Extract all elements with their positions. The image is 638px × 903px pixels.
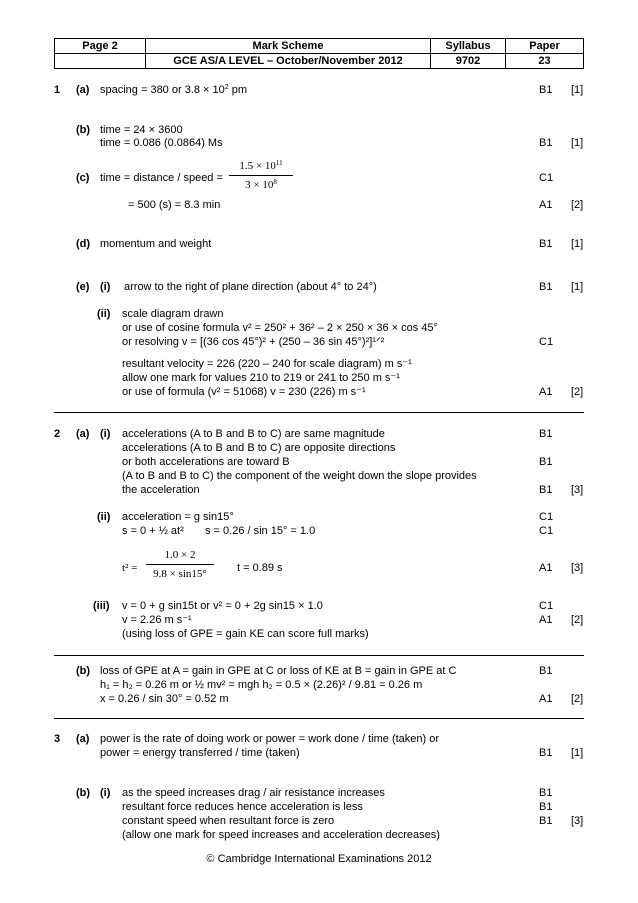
question-number: 3 [54, 733, 61, 745]
syllabus-label: Syllabus [431, 39, 506, 54]
mark-total: [3] [571, 562, 584, 574]
mark-code: C1 [539, 525, 554, 537]
part-label: (c) [76, 172, 90, 184]
paper-code: 23 [506, 54, 584, 69]
subpart-label: (ii) [97, 308, 111, 320]
mark-code: B1 [539, 484, 553, 496]
qualification: GCE AS/A LEVEL – October/November 2012 [146, 54, 431, 69]
syllabus-code: 9702 [431, 54, 506, 69]
part-label: (a) [76, 733, 90, 745]
mark-code: A1 [539, 386, 553, 398]
answer-text: or both accelerations are toward B [122, 456, 290, 468]
fraction-bar [146, 564, 214, 565]
answer-text: t² = [122, 562, 138, 574]
answer-text: accelerations (A to B and B to C) are opposite directions [122, 442, 396, 454]
answer-text: or use of cosine formula v² = 250² + 36² – 2 × 250 × 36 × cos 45° [122, 322, 438, 334]
answer-text: = 500 (s) = 8.3 min [128, 199, 221, 211]
subpart-label: (i) [100, 428, 111, 440]
mark-code: B1 [539, 281, 553, 293]
mark-total: [3] [571, 484, 584, 496]
mark-code: C1 [539, 511, 554, 523]
part-label: (d) [76, 238, 91, 250]
part-separator [54, 655, 584, 656]
mark-code: A1 [539, 693, 553, 705]
mark-code: C1 [539, 600, 554, 612]
copyright-footer: © Cambridge International Examinations 2012 [206, 853, 432, 865]
mark-total: [1] [571, 84, 584, 96]
subpart-label: (i) [100, 787, 111, 799]
answer-text: v = 0 + g sin15t or v² = 0 + 2g sin15 × 1.0 [122, 600, 323, 612]
header-table [54, 38, 584, 69]
answer-text: resultant force reduces hence acceleration is less [122, 801, 363, 813]
answer-text: (using loss of GPE = gain KE can score full marks) [122, 628, 369, 640]
mark-total: [1] [571, 281, 584, 293]
answer-text: allow one mark for values 210 to 219 or 241 to 250 m s⁻¹ [122, 372, 400, 384]
answer-text: s = 0.26 / sin 15° = 1.0 [205, 525, 316, 537]
mark-code: B1 [539, 665, 553, 677]
fraction-bar [229, 175, 293, 176]
mark-total: [3] [571, 815, 584, 827]
mark-code: B1 [539, 84, 553, 96]
mark-total: [2] [571, 386, 584, 398]
part-label: (b) [76, 787, 91, 799]
answer-text: spacing = 380 or $3.8 \times 10^2$ pm [100, 84, 248, 96]
mark-total: [1] [571, 137, 584, 149]
fraction-numerator: 1.0 × 2 [164, 549, 196, 561]
answer-text: s = 0 + ½ at² [122, 525, 184, 537]
answer-text: arrow to the right of plane direction (about 4° to 24°) [124, 281, 377, 293]
answer-text: loss of GPE at A = gain in GPE at C or loss of KE at B = gain in GPE at C [100, 665, 457, 677]
answer-text: time = distance / speed = [100, 172, 223, 184]
answer-text: acceleration = g sin15° [122, 511, 234, 523]
question-separator [54, 412, 584, 413]
fraction-numerator: $1.5 \times 10^{11}$ [239, 159, 283, 172]
paper-label: Paper [506, 39, 584, 54]
mark-total: [2] [571, 199, 584, 211]
mark-code: B1 [539, 137, 553, 149]
part-label: (e) [76, 281, 90, 293]
mark-code: B1 [539, 747, 553, 759]
mark-scheme-title: Mark Scheme [146, 39, 431, 54]
mark-code: A1 [539, 199, 553, 211]
answer-text: or use of formula (v² = 51068) v = 230 (226) m s⁻¹ [122, 386, 366, 398]
mark-code: B1 [539, 815, 553, 827]
fraction-denominator: $3 \times 10^8$ [245, 178, 277, 191]
mark-code: A1 [539, 562, 553, 574]
answer-text: time = 0.086 (0.0864) Ms [100, 137, 223, 149]
answer-text: resultant velocity = 226 (220 – 240 for scale diagram) m s⁻¹ [122, 358, 412, 370]
answer-text: time = 24 × 3600 [100, 124, 183, 136]
mark-code: B1 [539, 238, 553, 250]
question-number: 1 [54, 84, 61, 96]
answer-text: momentum and weight [100, 238, 212, 250]
answer-text: x = 0.26 / sin 30° = 0.52 m [100, 693, 229, 705]
answer-text: h₁ = h₂ = 0.26 m or ½ mv² = mgh h₂ = 0.5 × (2.26)² / 9.81 = 0.26 m [100, 679, 423, 691]
part-label: (a) [76, 84, 90, 96]
mark-code: C1 [539, 172, 554, 184]
answer-text: (allow one mark for speed increases and acceleration decreases) [122, 829, 440, 841]
part-label: (a) [76, 428, 90, 440]
blank-cell [55, 54, 146, 69]
answer-text: accelerations (A to B and B to C) are same magnitude [122, 428, 385, 440]
question-number: 2 [54, 428, 61, 440]
subpart-label: (i) [100, 281, 111, 293]
answer-text: t = 0.89 s [237, 562, 283, 574]
mark-code: B1 [539, 787, 553, 799]
mark-total: [1] [571, 747, 584, 759]
subpart-label: (ii) [97, 511, 111, 523]
mark-code: B1 [539, 456, 553, 468]
answer-text: or resolving v = [(36 cos 45°)² + (250 – 36 sin 45°)²]¹ᐟ² [122, 336, 385, 348]
answer-text: v = 2.26 m s⁻¹ [122, 614, 192, 626]
mark-total: [1] [571, 238, 584, 250]
answer-text: power = energy transferred / time (taken) [100, 747, 300, 759]
mark-code: C1 [539, 336, 554, 348]
answer-text: power is the rate of doing work or power = work done / time (taken) or [100, 733, 440, 745]
mark-code: B1 [539, 801, 553, 813]
answer-text: constant speed when resultant force is zero [122, 815, 335, 827]
subpart-label: (iii) [93, 600, 110, 612]
mark-code: B1 [539, 428, 553, 440]
answer-text: (A to B and B to C) the component of the weight down the slope provides [122, 470, 477, 482]
answer-text: the acceleration [122, 484, 200, 496]
part-label: (b) [76, 665, 91, 677]
mark-total: [2] [571, 614, 584, 626]
question-separator [54, 718, 584, 719]
mark-total: [2] [571, 693, 584, 705]
part-label: (b) [76, 124, 91, 136]
page-number: Page 2 [55, 39, 146, 54]
answer-text: as the speed increases drag / air resistance increases [122, 787, 385, 799]
answer-text: scale diagram drawn [122, 308, 224, 320]
mark-code: A1 [539, 614, 553, 626]
fraction-denominator: 9.8 × sin15° [153, 568, 207, 580]
